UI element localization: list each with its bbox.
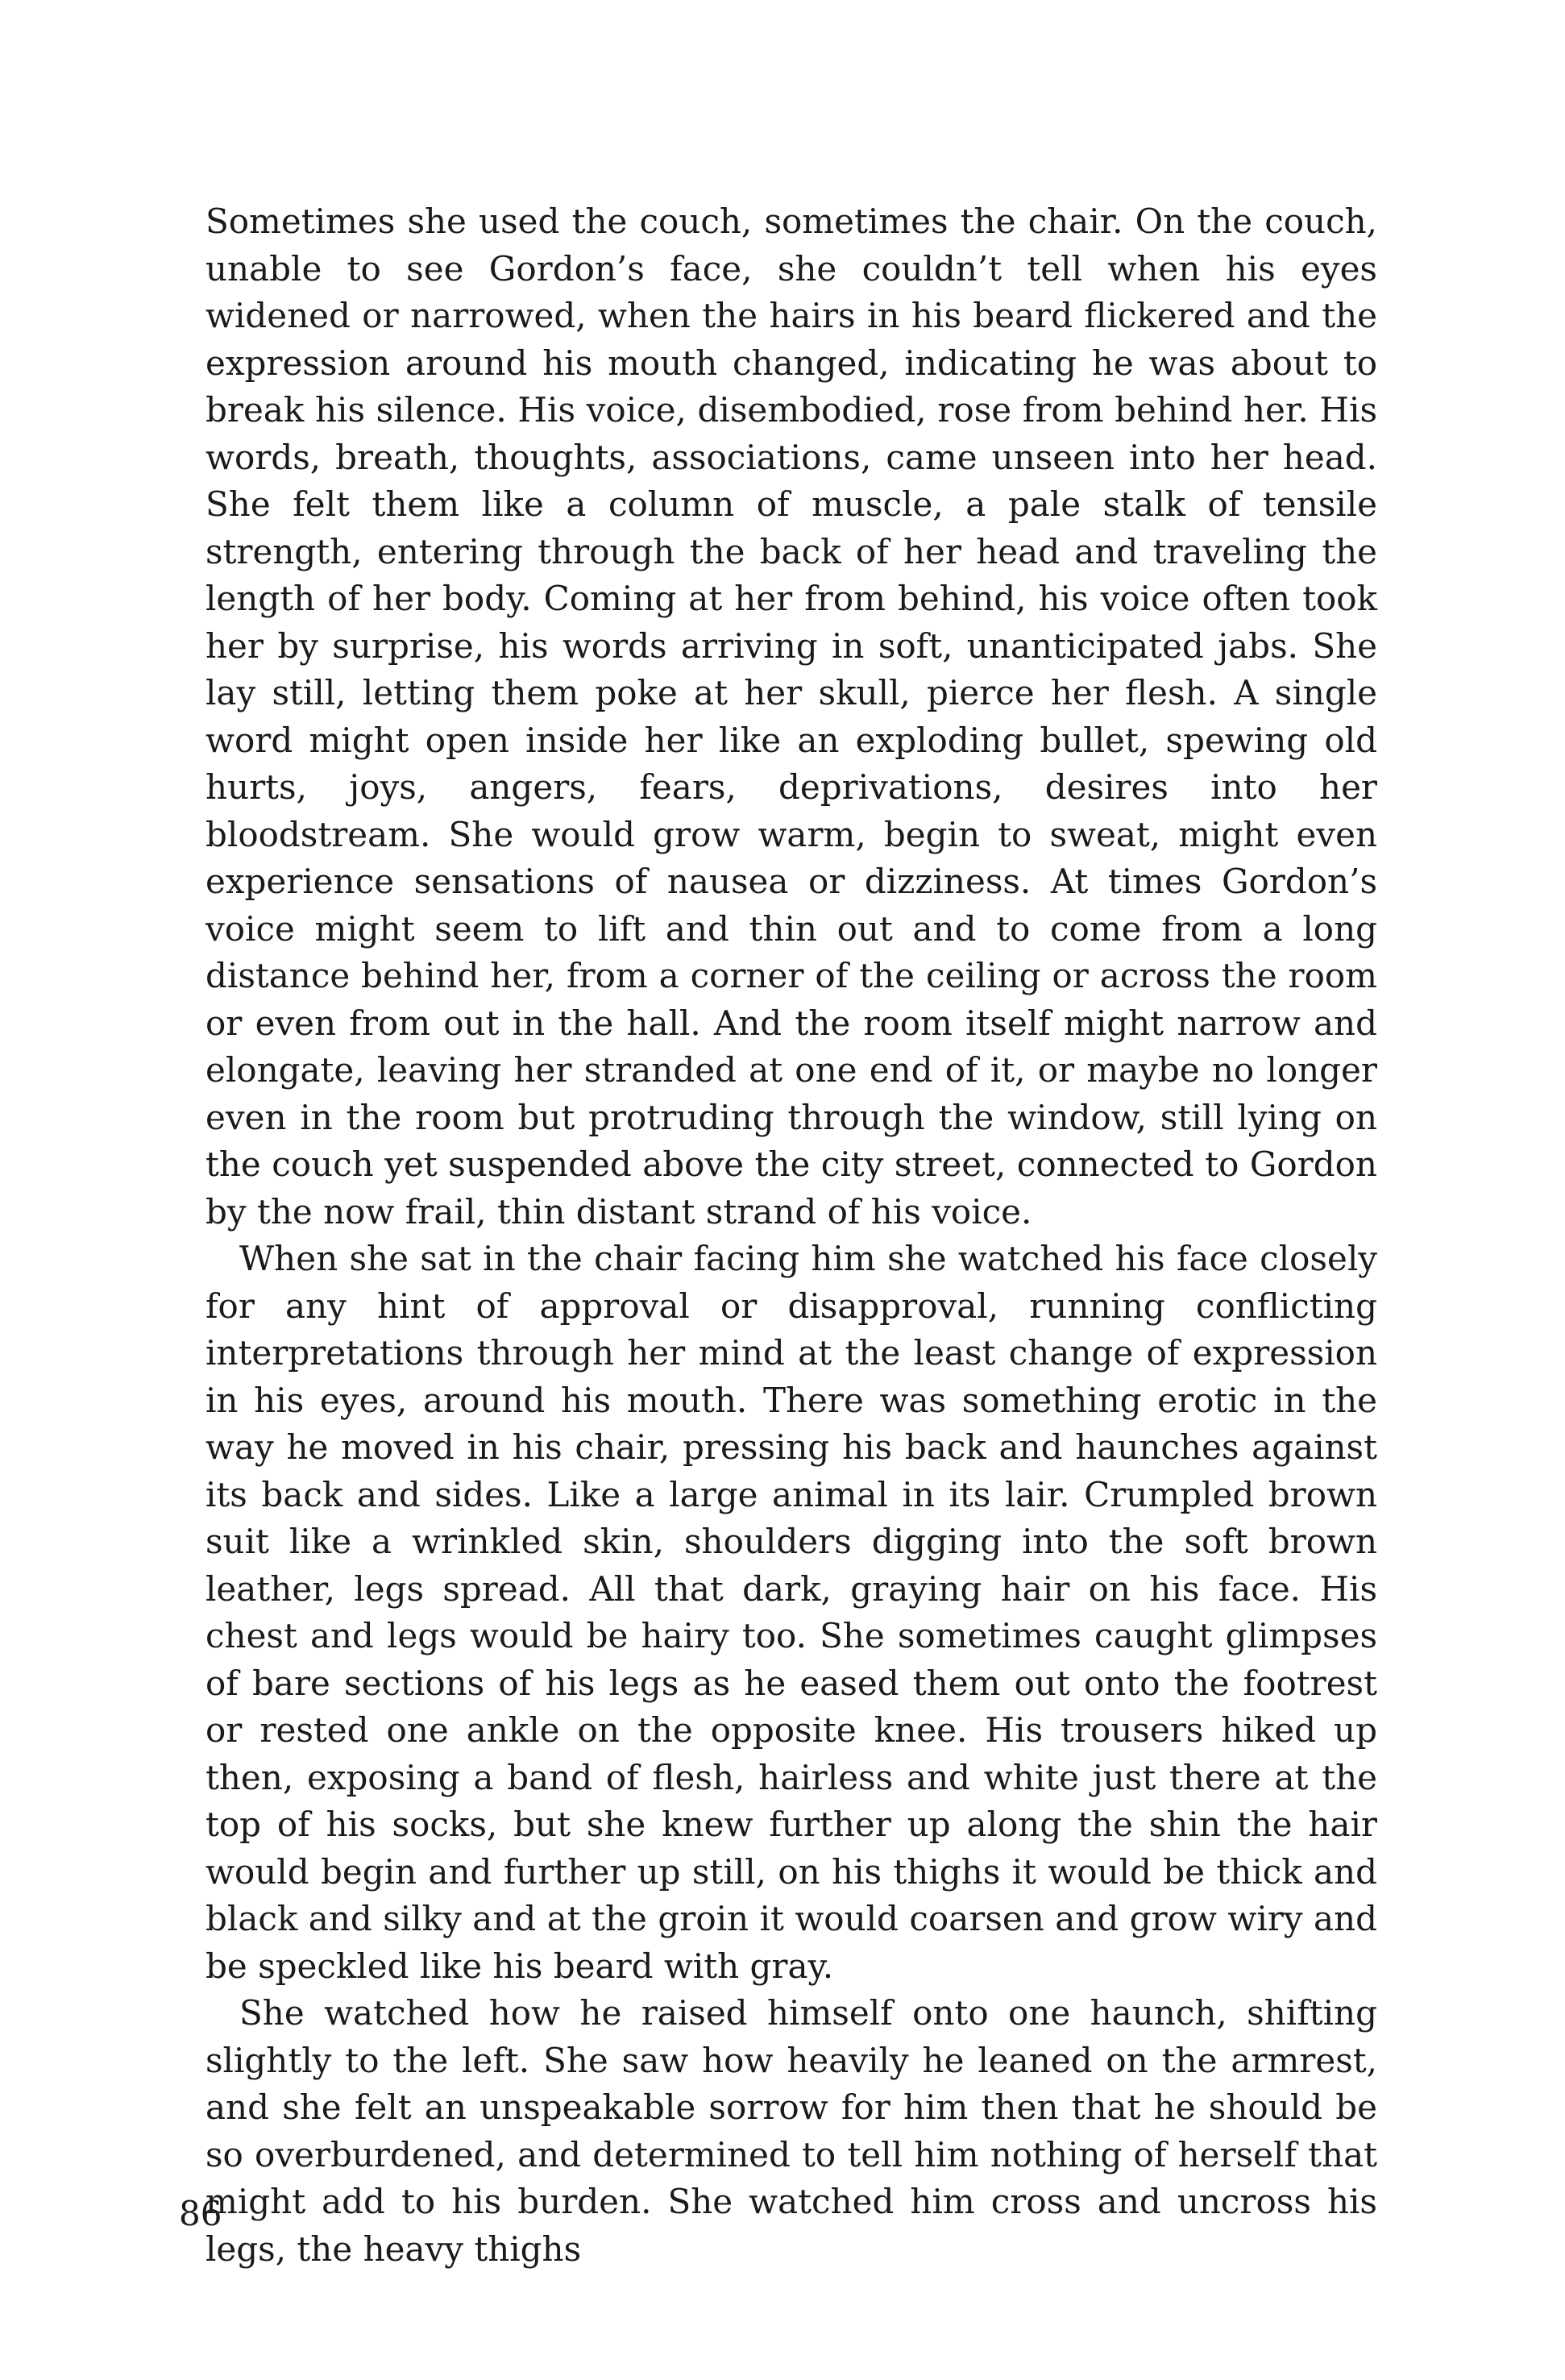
page-number: 86 bbox=[179, 2194, 222, 2233]
paragraph-2: When she sat in the chair facing him she watched his face closely for any hint of approval or disapproval, running conflicting interpretations through her mind at the least change of expression in his eyes, around his mouth. There was something erotic in the way he moved in his chair, pressing his back and haunches against its back and sides. Like a large animal in its lair. Crumpled brown suit like a wrinkled skin, shoulders digging into the soft brown leather, legs spread. All that dark, graying hair on his face. His chest and legs would be hairy too. She sometimes caught glimpses of bare sections of his legs as he eased them out onto the footrest or rested one ankle on the opposite knee. His trousers hiked up then, exposing a band of flesh, hairless and white just there at the top of his socks, but she knew further up along the shin the hair would begin and further up still, on his thighs it would be thick and black and silky and at the groin it would coarsen and grow wiry and be speckled like his beard with gray. bbox=[205, 1239, 1377, 1986]
paragraph-1: Sometimes she used the couch, sometimes the chair. On the couch, unable to see Gordon’s face, she couldn’t tell when his eyes widened or narrowed, when the hairs in his beard flickered and the expression around his mouth changed, indicating he was about to break his silence. His voice, disembodied, rose from behind her. His words, breath, thoughts, associations, came unseen into her head. She felt them like a column of muscle, a pale stalk of tensile strength, entering through the back of her head and traveling the length of her body. Coming at her from behind, his voice often took her by surprise, his words arriving in soft, unanticipated jabs. She lay still, letting them poke at her skull, pierce her flesh. A single word might open inside her like an exploding bullet, spewing old hurts, joys, angers, fears, deprivations, desires into her bloodstream. She would grow warm, begin to sweat, might even experience sensations of nausea or dizziness. At times Gordon’s voice might seem to lift and thin out and to come from a long distance behind her, from a corner of the ceiling or across the room or even from out in the hall. And the room itself might narrow and elongate, leaving her stranded at one end of it, or maybe no longer even in the room but protruding through the window, still lying on the couch yet suspended above the city street, connected to Gordon by the now frail, thin distant strand of his voice. bbox=[205, 201, 1377, 1232]
body-text bbox=[205, 198, 1377, 2273]
paragraph-3: She watched how he raised himself onto one haunch, shifting slightly to the left. She saw how heavily he leaned on the armrest, and she felt an unspeakable sorrow for him then that he should be so overburdened, and determined to tell him nothing of herself that might add to his burden. She watched him cross and uncross his legs, the heavy thighs bbox=[205, 1993, 1377, 2269]
